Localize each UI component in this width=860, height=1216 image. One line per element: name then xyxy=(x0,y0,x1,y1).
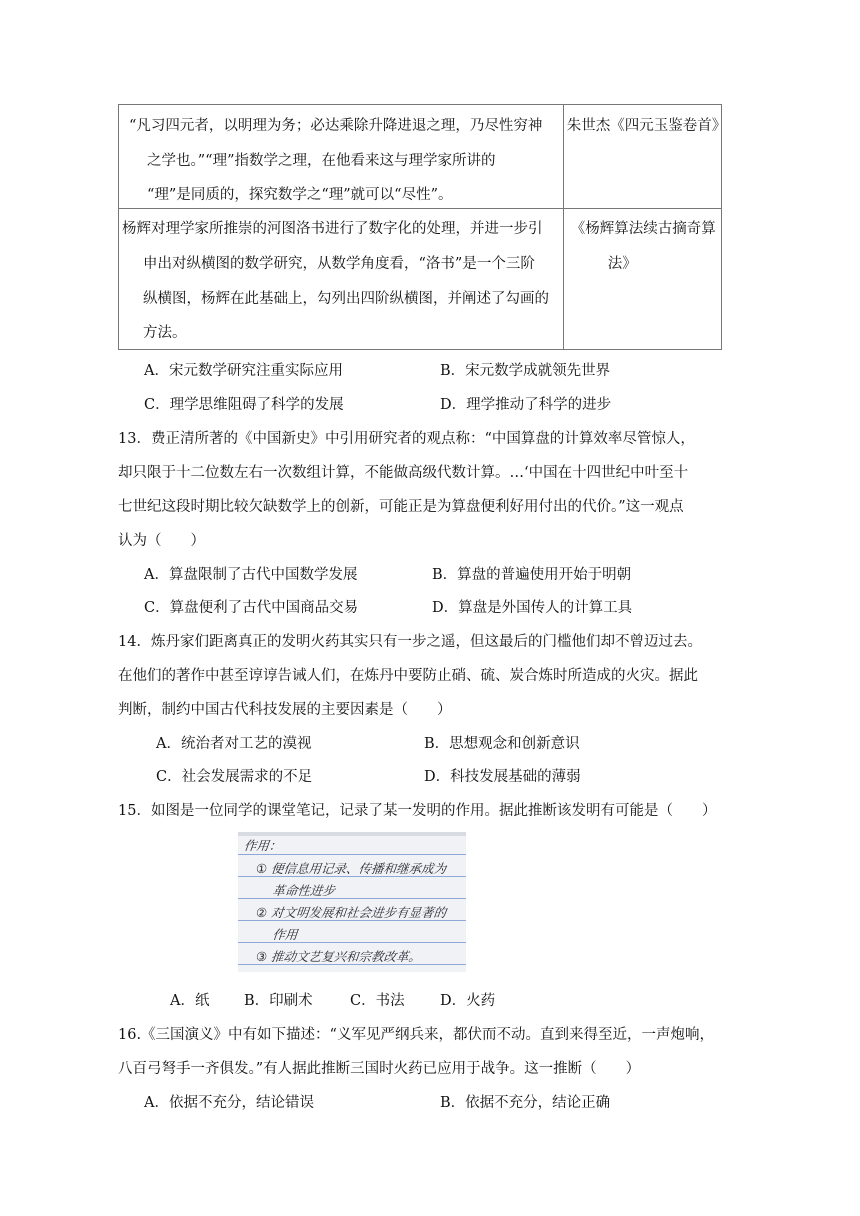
q14-stem-line: 判断，制约中国古代科技发展的主要因素是（ ） xyxy=(118,702,452,718)
q16-stem-line: 八百弓弩手一齐俱发。”有人据此推断三国时火药已应用于战争。这一推断（ ） xyxy=(118,1061,641,1077)
q14-option-a: A．统治者对工艺的漠视 xyxy=(156,736,312,752)
table-cell-content xyxy=(119,209,564,350)
q13-stem-line: 却只限于十二位数左右一次数组计算，不能做高级代数计算。…‘中国在十四世纪中叶至十 xyxy=(118,465,689,481)
q14-option-b: B．思想观念和创新意识 xyxy=(424,736,580,752)
cell-line: 朱世杰《四元玉鉴卷首》 xyxy=(566,118,727,134)
q13-stem-line: 13．费正清所著的《中国新史》中引用研究者的观点称：“中国算盘的计算效率尽管惊人， xyxy=(118,431,695,447)
note-line: 革命性进步 xyxy=(255,883,336,898)
cell-line: 杨辉对理学家所推崇的河图洛书进行了数字化的处理，并进一步引 xyxy=(122,221,543,237)
q14-option-d: D．科技发展基础的薄弱 xyxy=(424,769,581,785)
q14-option-c: C．社会发展需求的不足 xyxy=(156,769,313,785)
q13-option-a: A．算盘限制了古代中国数学发展 xyxy=(144,567,358,583)
note-line: 作用 xyxy=(255,927,299,942)
q15-option-a: A．纸 xyxy=(170,993,210,1009)
table-cell-source xyxy=(563,105,727,209)
q15-option-d: D．火药 xyxy=(440,993,496,1009)
cell-line: 纵横图，杨辉在此基础上，勾列出四阶纵横图，并阐述了勾画的 xyxy=(143,291,549,307)
note-line: ① 便信息用记录、传播和继承成为 xyxy=(255,861,447,876)
cell-line: 方法。 xyxy=(143,325,187,341)
cell-line: 之学也。”“理”指数学之理，在他看来这与理学家所讲的 xyxy=(147,153,496,169)
q12-option-d: D．理学推动了科学的进步 xyxy=(440,397,612,413)
table-cell-source xyxy=(563,209,721,350)
q12-option-a: A．宋元数学研究注重实际应用 xyxy=(144,363,343,379)
q15-option-b: B．印刷术 xyxy=(244,993,313,1009)
q16-option-b: B．依据不充分，结论正确 xyxy=(440,1095,611,1111)
table-row xyxy=(119,105,722,209)
q13-stem-line: 认为（ ） xyxy=(118,533,205,549)
q13-option-d: D．算盘是外国传人的计算工具 xyxy=(432,600,633,616)
table-cell-content xyxy=(119,105,564,209)
note-line: ③ 推动文艺复兴和宗教改革。 xyxy=(255,949,422,964)
cell-line: “凡习四元者，以明理为务；必达乘除升降进退之理，乃尽性穷神 xyxy=(129,118,543,134)
q15-option-c: C．书法 xyxy=(350,993,405,1009)
q16-stem-line: 16.《三国演义》中有如下描述：“义军见严纲兵来，都伏而不动。直到来得至近，一声炮响， xyxy=(118,1027,714,1043)
q16-option-a: A．依据不充分，结论错误 xyxy=(144,1095,314,1111)
note-line: ② 对文明发展和社会进步有显著的 xyxy=(255,905,447,920)
cell-line: 申出对纵横图的数学研究，从数学角度看，“洛书”是一个三阶 xyxy=(143,256,535,272)
cell-line: 《杨辉算法续古摘奇算 xyxy=(570,221,716,237)
table-row xyxy=(119,209,722,350)
cell-line: “理”是同质的，探究数学之“理”就可以“尽性”。 xyxy=(147,187,453,203)
q14-stem-line: 14．炼丹家们距离真正的发明火药其实只有一步之遥，但这最后的门槛他们却不曾迈过去。 xyxy=(118,634,702,650)
cell-line: 法》 xyxy=(607,256,637,272)
q12-option-c: C．理学思维阻碍了科学的发展 xyxy=(144,397,344,413)
q13-stem-line: 七世纪这段时期比较欠缺数学上的创新，可能正是为算盘便利好用付出的代价。”这一观点 xyxy=(118,499,684,515)
source-table xyxy=(118,104,727,350)
q15-stem: 15．如图是一位同学的课堂笔记，记录了某一发明的作用。据此推断该发明有可能是（ ） xyxy=(118,803,717,819)
note-title: 作用： xyxy=(243,838,283,853)
handwritten-note-image xyxy=(238,832,466,972)
q12-option-b: B．宋元数学成就领先世界 xyxy=(440,363,611,379)
q13-option-b: B．算盘的普遍使用开始于明朝 xyxy=(432,567,632,583)
q14-stem-line: 在他们的著作中甚至谆谆告诫人们，在炼丹中要防止硝、硫、炭合炼时所造成的火灾。据此 xyxy=(118,668,698,684)
q13-option-c: C．算盘便利了古代中国商品交易 xyxy=(144,600,359,616)
